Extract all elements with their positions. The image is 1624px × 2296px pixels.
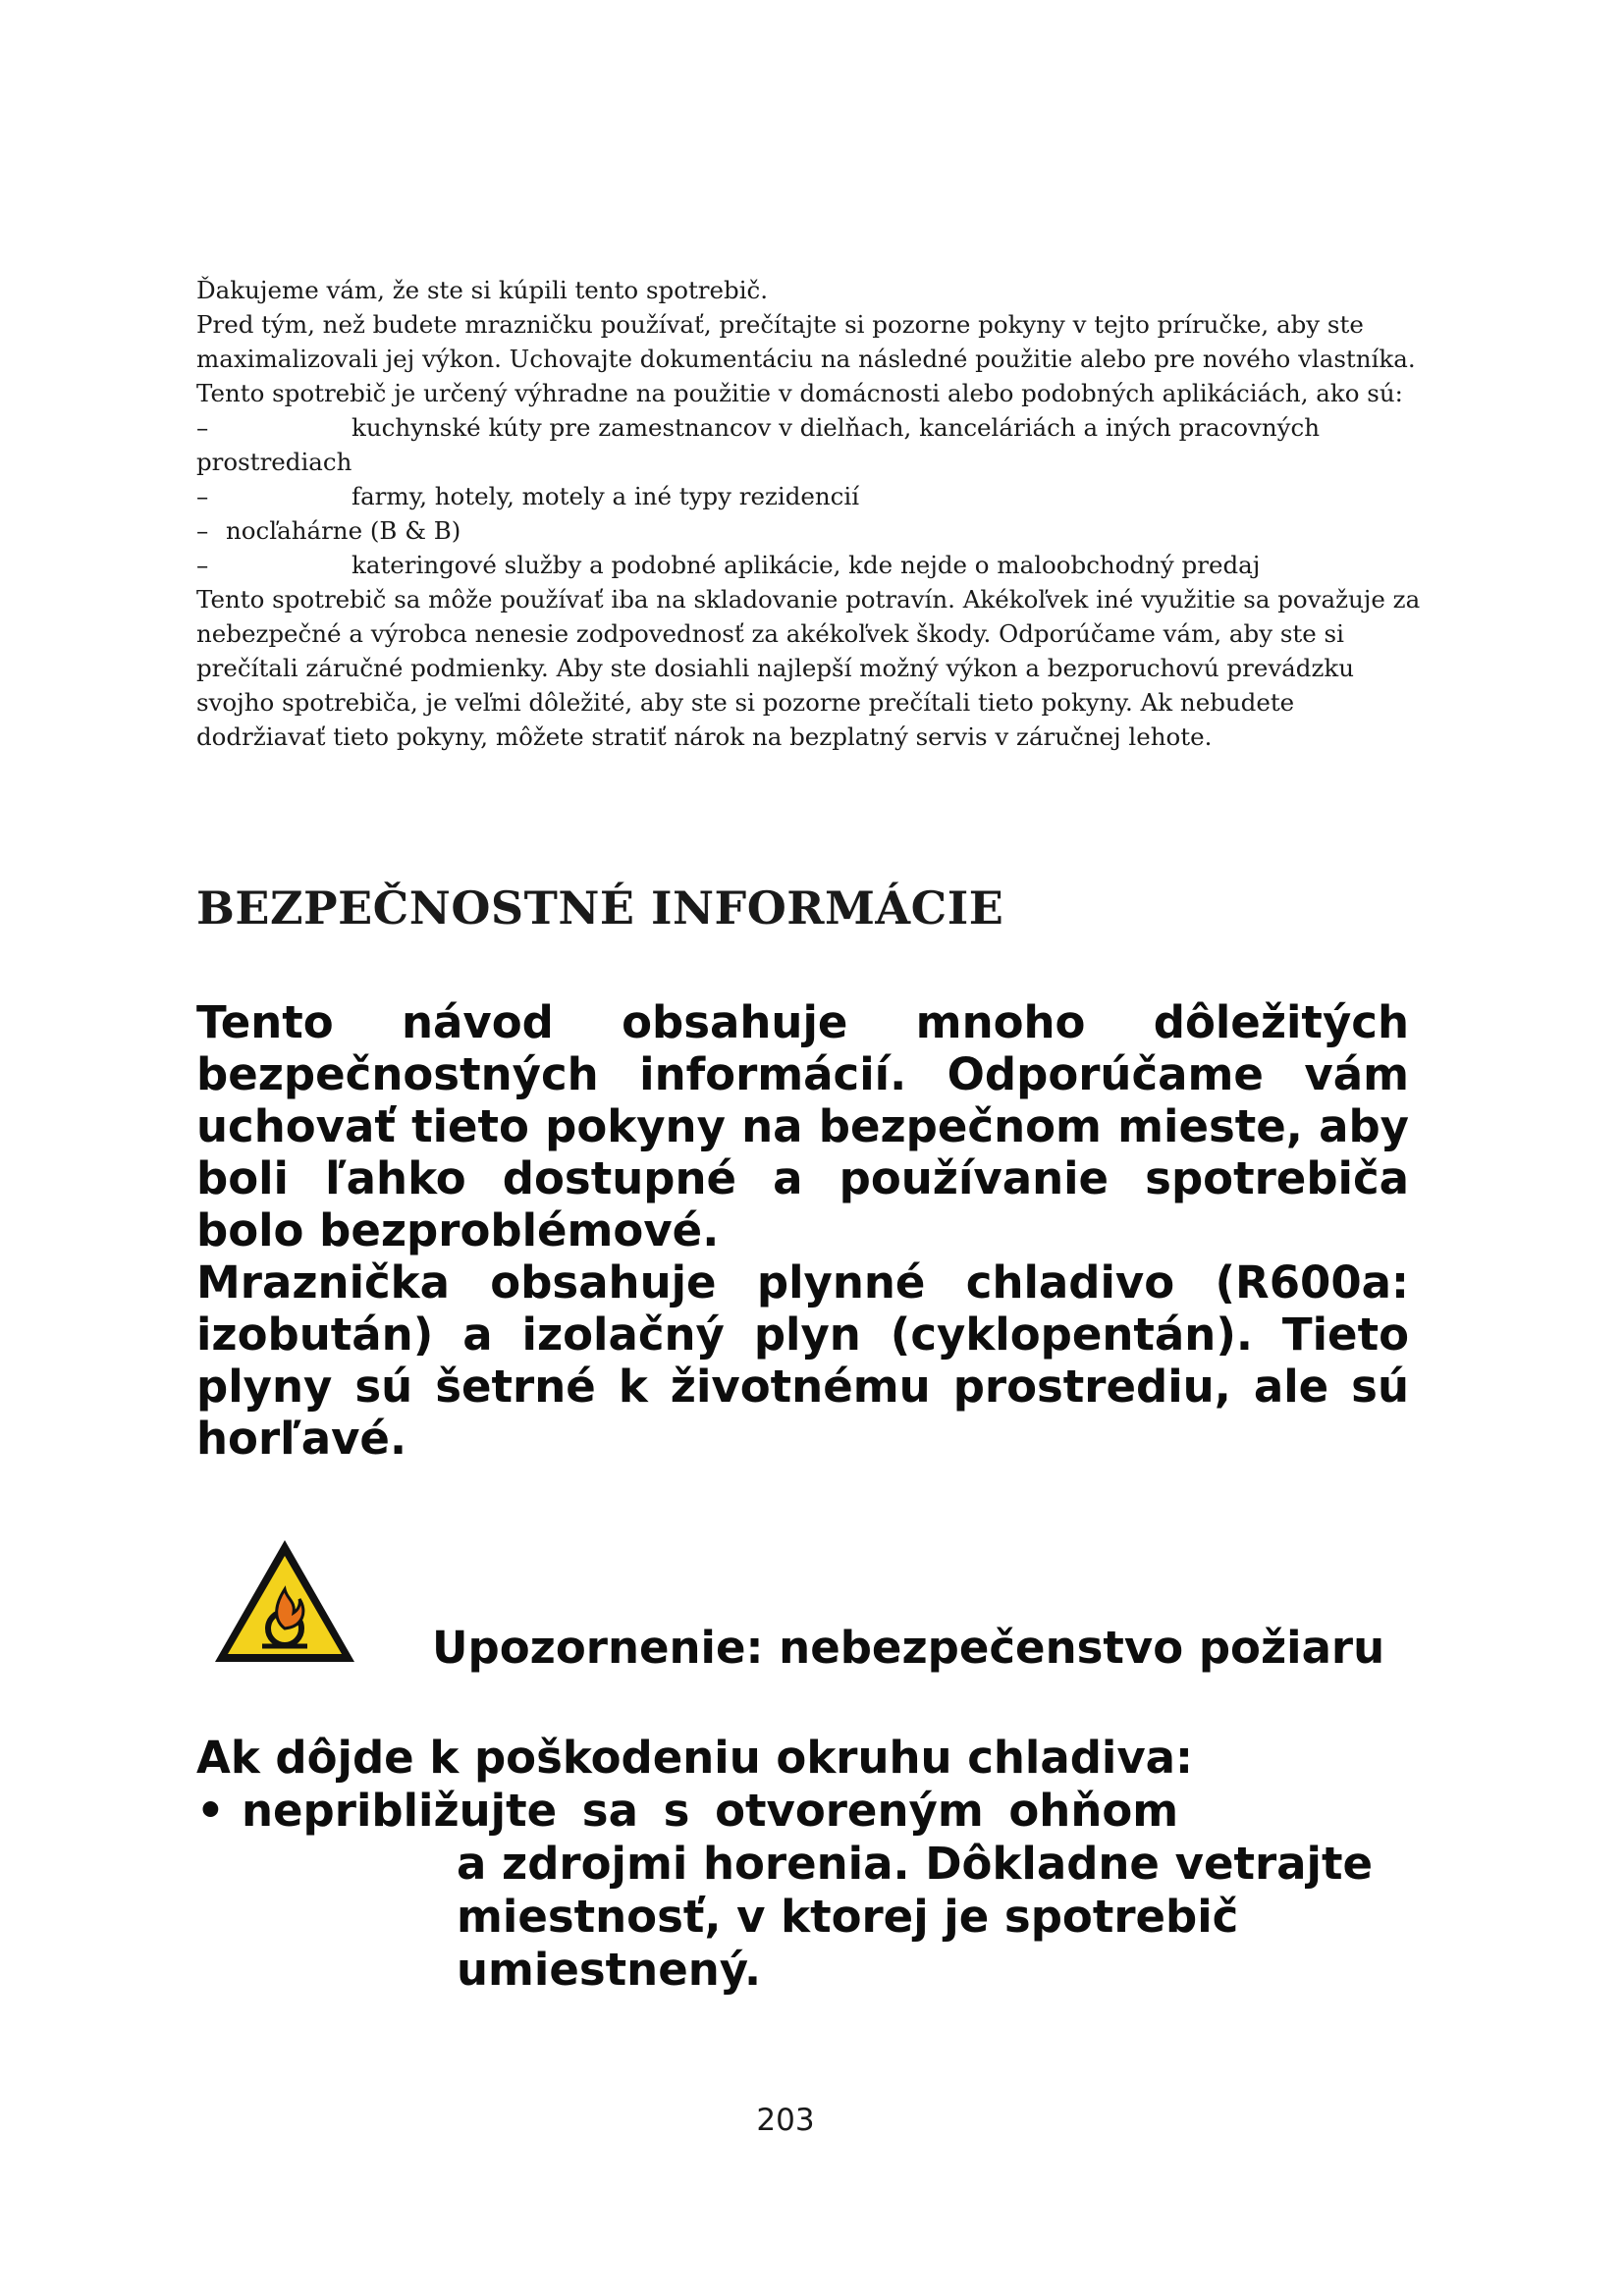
intro-closing: Tento spotrebič sa môže používať iba na skladovanie potravín. Akékoľvek iné využitie sa považuje za nebezpečné a výrobca nenesie zodpovednosť za akékoľvek škody. Odporúčame vám, aby ste si prečítali záručné podmienky. Aby ste dosiahli najlepší možný výkon a bezporuchovú prevádzku svojho spotrebiča, je veľmi dôležité, aby ste si pozorne prečítali tieto pokyny. Ak nebudete dodržiavať tieto pokyny, môžete stratiť nárok na bezplatný servis v záručnej lehote. xyxy=(196,585,1421,751)
list-dash: – xyxy=(196,551,209,579)
list-dash: – xyxy=(196,516,209,545)
list-item xyxy=(196,1785,1414,1838)
list-dash: – xyxy=(196,482,209,510)
list-item xyxy=(196,479,1424,513)
list-dash: – xyxy=(196,413,209,442)
list-item-wrap: prostrediach xyxy=(196,448,352,476)
safety-heading: BEZPEČNOSTNÉ INFORMÁCIE xyxy=(196,881,1004,934)
safety-paragraph-1: Tento návod obsahuje mnoho dôležitých bezpečnostných informácií. Odporúčame vám uchovať tieto pokyny na bezpečnom mieste, aby boli ľahko dostupné a používanie spotrebiča bolo bezproblémové. xyxy=(196,996,1409,1256)
list-item xyxy=(196,513,1424,548)
intro-section xyxy=(196,273,1424,754)
intro-thanks: Ďakujeme vám, že ste si kúpili tento spotrebič. xyxy=(196,276,769,304)
list-item xyxy=(196,548,1424,582)
intro-paragraph: Pred tým, než budete mrazničku používať, prečítajte si pozorne pokyny v tejto príručke, aby ste maximalizovali jej výkon. Uchovajte dokumentáciu na následné použitie alebo pre nového vlastníka. Tento spotrebič je určený výhradne na použitie v domácnosti alebo podobných aplikáciách, ako sú: xyxy=(196,310,1416,407)
safety-paragraph-2: Mraznička obsahuje plynné chladivo (R600a: izobután) a izolačný plyn (cyklopentán). Tieto plyny sú šetrné k životnému prostrediu, ale sú horľavé. xyxy=(196,1256,1409,1465)
fire-hazard-icon xyxy=(211,1536,358,1666)
list-item-text: kateringové služby a podobné aplikácie, kde nejde o maloobchodný predaj xyxy=(352,551,1261,579)
bullet-marker: • xyxy=(196,1785,225,1837)
list-item-text: nocľahárne (B & B) xyxy=(226,516,461,545)
refrigerant-circuit-title: Ak dôjde k poškodeniu okruhu chladiva: xyxy=(196,1732,1194,1784)
list-item xyxy=(196,410,1424,445)
list-item-text: farmy, hotely, motely a iné typy rezidencií xyxy=(352,482,860,510)
list-item-first-line: kuchynské kúty pre zamestnancov v dielňach, kanceláriách a iných pracovných xyxy=(352,413,1321,442)
page-number: 203 xyxy=(756,2103,815,2138)
safety-body xyxy=(196,996,1409,1465)
bullet-list xyxy=(196,1785,1414,1997)
bullet-continuation: a zdrojmi horenia. Dôkladne vetrajte miestnosť, v ktorej je spotrebič umiestnený. xyxy=(457,1838,1374,1996)
bullet-first-line: nepribližujte sa s otvoreným ohňom xyxy=(242,1785,1179,1837)
fire-warning-text: Upozornenie: nebezpečenstvo požiaru xyxy=(432,1622,1385,1674)
